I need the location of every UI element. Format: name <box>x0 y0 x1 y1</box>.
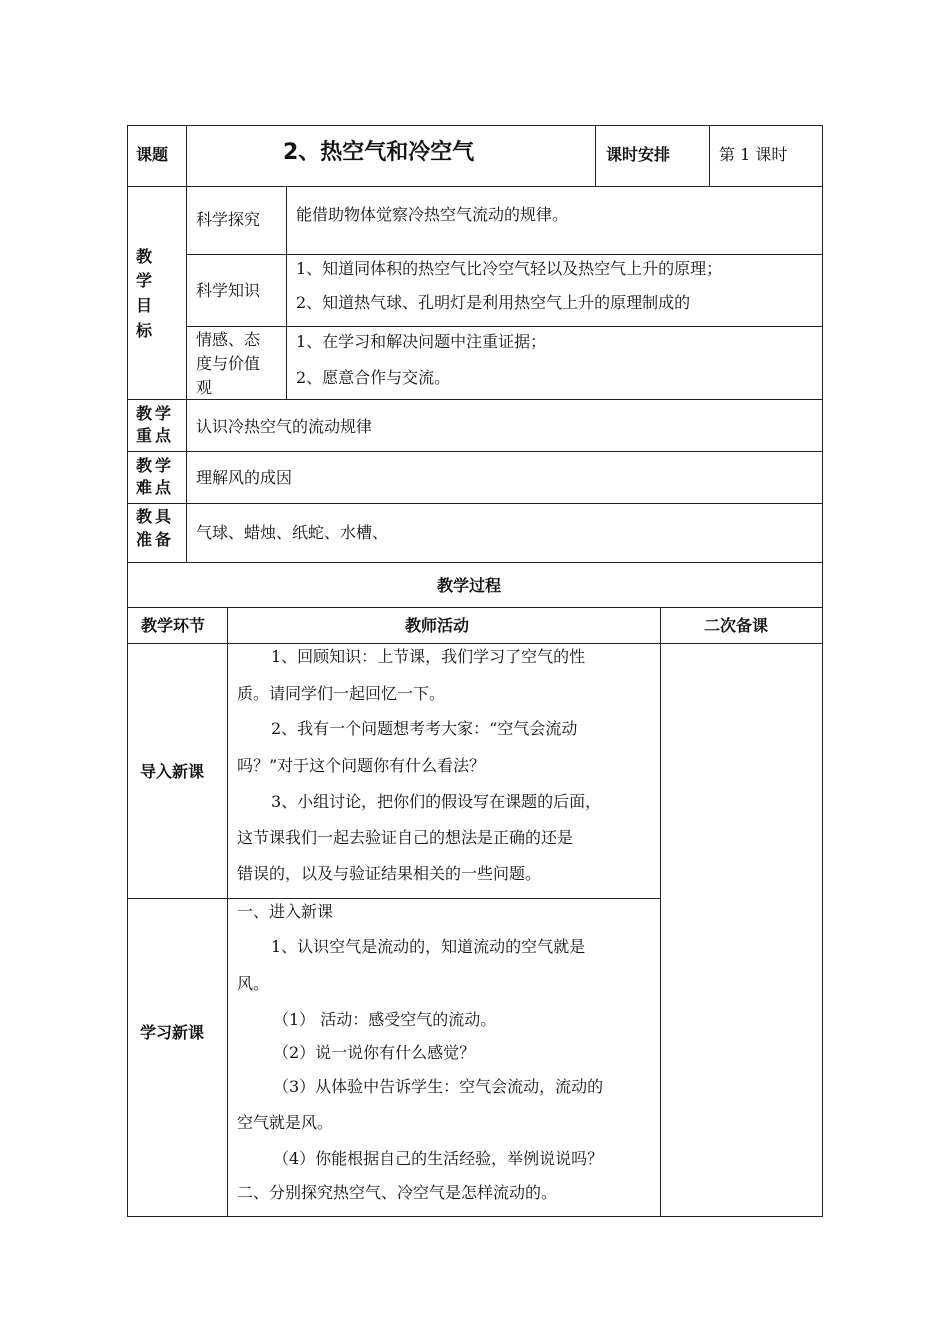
difficulty-label-line: 难点 <box>136 478 175 497</box>
intro-line: 吗？”对于这个问题你有什么看法？ <box>237 756 486 775</box>
intro-stage: 导入新课 <box>140 762 205 781</box>
objectives-label-char: 目 <box>136 296 153 315</box>
materials-label-line: 教具 <box>136 507 175 526</box>
science-knowledge-label: 科学知识 <box>196 281 261 300</box>
difficulty-text: 理解风的成因 <box>196 468 293 487</box>
topic-label: 课题 <box>136 145 169 164</box>
schedule-label: 课时安排 <box>606 145 671 164</box>
schedule-value: 第 1 课时 <box>719 145 788 164</box>
science-knowledge-line: 2、知道热气球、孔明灯是利用热空气上升的原理制成的 <box>296 293 691 312</box>
materials-text: 气球、蜡烛、纸蛇、水槽、 <box>196 523 389 542</box>
difficulty-label-line: 教学 <box>136 456 175 475</box>
new-lesson-line: 风。 <box>237 974 270 993</box>
emotion-line: 2、愿意合作与交流。 <box>296 368 451 387</box>
new-lesson-line: （2）说一说你有什么感觉？ <box>273 1043 476 1062</box>
col-second-header: 二次备课 <box>704 616 769 635</box>
emotion-line: 1、在学习和解决问题中注重证据； <box>296 332 547 351</box>
new-lesson-line: （3）从体验中告诉学生：空气会流动，流动的 <box>273 1077 604 1096</box>
science-knowledge-line: 1、知道同体积的热空气比冷空气轻以及热空气上升的原理； <box>296 259 723 278</box>
key-point-label-line: 教学 <box>136 404 175 423</box>
new-lesson-line: （4）你能根据自己的生活经验，举例说说吗？ <box>273 1149 604 1168</box>
intro-line: 这节课我们一起去验证自己的想法是正确的还是 <box>237 828 574 847</box>
intro-line: 错误的，以及与验证结果相关的一些问题。 <box>237 864 542 883</box>
emotion-label-line: 情感、态 <box>196 330 261 349</box>
intro-line: 质。请同学们一起回忆一下。 <box>237 684 446 703</box>
key-point-label-line: 重点 <box>136 426 175 445</box>
col-stage-header: 教学环节 <box>141 616 206 635</box>
emotion-label-line: 观 <box>196 378 213 397</box>
objectives-label-char: 教 <box>136 247 153 266</box>
emotion-label-line: 度与价值 <box>196 354 261 373</box>
new-lesson-line: 一、进入新课 <box>237 902 334 921</box>
science-inquiry-text: 能借助物体觉察冷热空气流动的规律。 <box>296 205 569 224</box>
objectives-label-char: 学 <box>136 271 153 290</box>
new-lesson-line: 二、分别探究热空气、冷空气是怎样流动的。 <box>237 1183 558 1202</box>
intro-line: 1、回顾知识：上节课，我们学习了空气的性 <box>271 647 586 666</box>
new-lesson-line: （1） 活动：感受空气的流动。 <box>273 1010 497 1029</box>
science-inquiry-label: 科学探究 <box>196 210 261 229</box>
topic-title: 2、热空气和冷空气 <box>283 140 475 165</box>
key-point-text: 认识冷热空气的流动规律 <box>196 417 373 436</box>
process-title: 教学过程 <box>437 576 502 595</box>
new-lesson-line: 1、认识空气是流动的，知道流动的空气就是 <box>271 937 586 956</box>
intro-line: 2、我有一个问题想考考大家：“空气会流动 <box>271 719 578 738</box>
new-lesson-stage: 学习新课 <box>140 1023 205 1042</box>
col-teacher-header: 教师活动 <box>405 616 470 635</box>
materials-label-line: 准备 <box>136 530 175 549</box>
objectives-label-char: 标 <box>136 321 153 340</box>
intro-line: 3、小组讨论，把你们的假设写在课题的后面， <box>271 792 602 811</box>
new-lesson-line: 空气就是风。 <box>237 1113 334 1132</box>
